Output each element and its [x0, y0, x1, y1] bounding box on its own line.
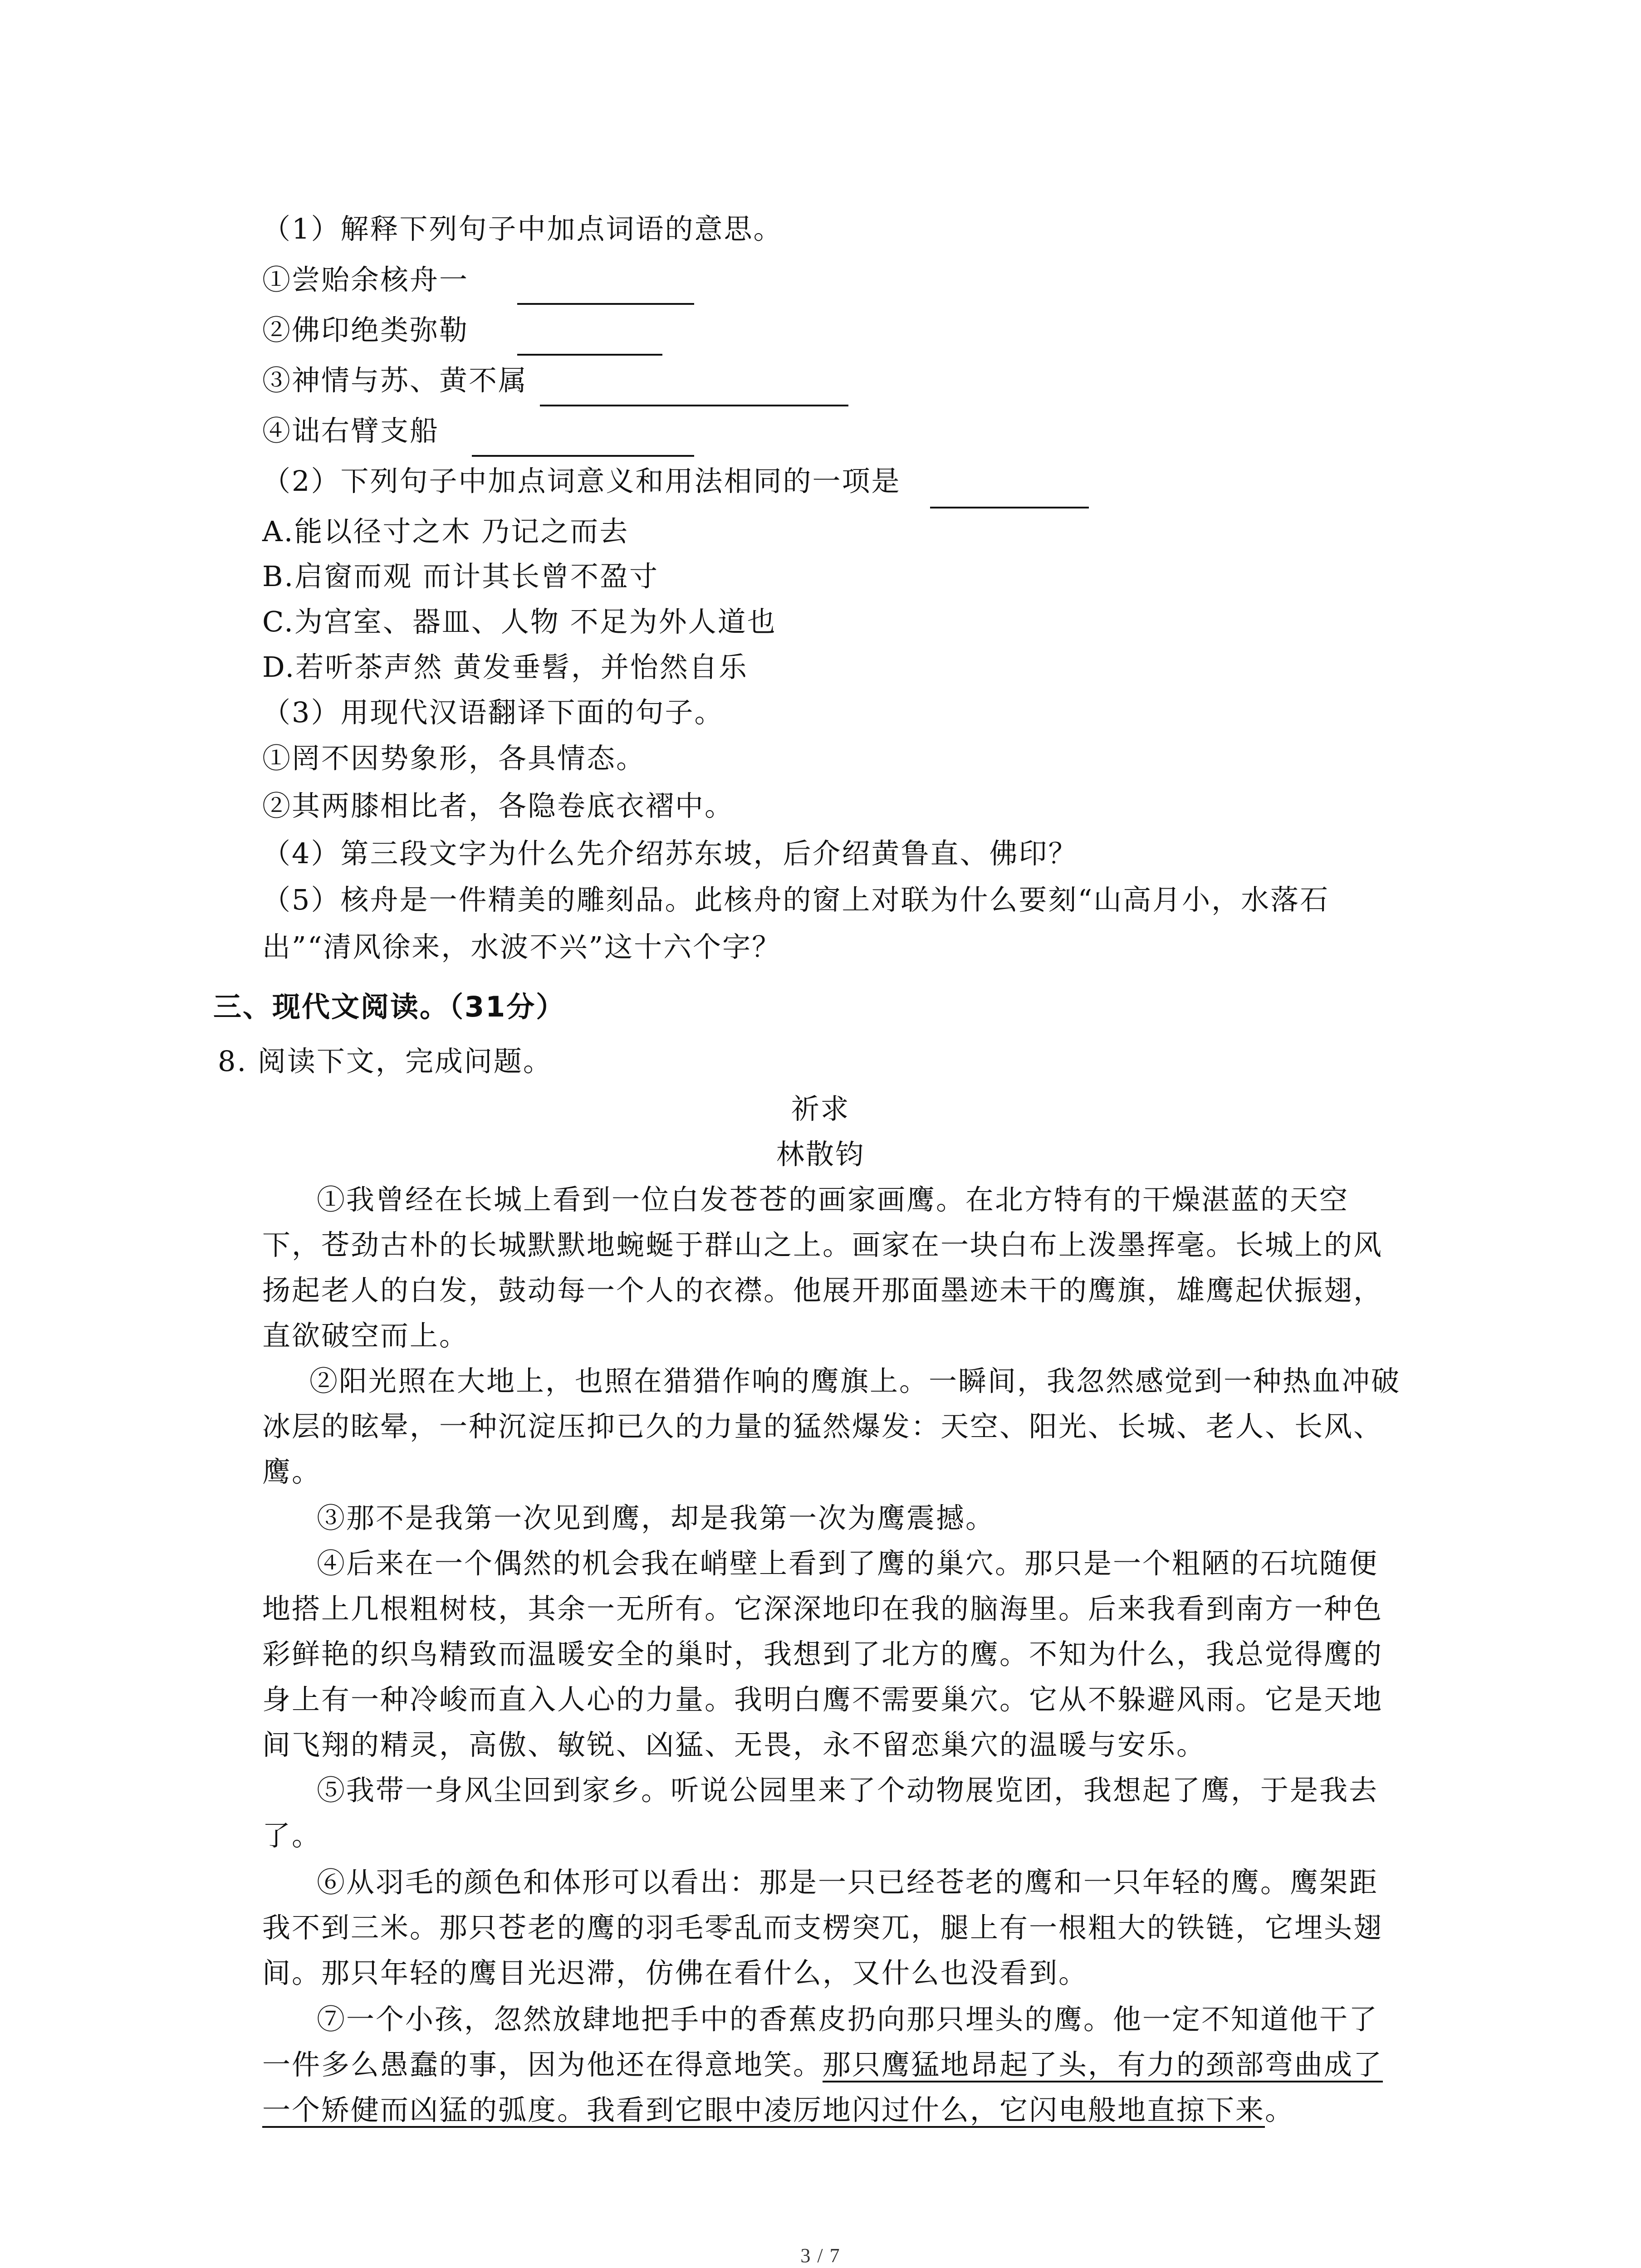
p6-line-3: 间。那只年轻的鹰目光迟滞，仿佛在看什么，又什么也没看到。 [262, 1956, 1088, 1989]
q2-stem: （2）下列句子中加点词意义和用法相同的一项是 [262, 464, 901, 498]
answer-blank-4[interactable] [472, 455, 694, 457]
answer-blank-3[interactable] [540, 405, 848, 406]
q5-line-2: 出”“清风徐来，水波不兴”这十六个字？ [262, 930, 782, 963]
q3-item-2: ②其两膝相比者，各隐卷底衣褶中。 [262, 789, 735, 822]
passage-title: 祈求 [791, 1092, 850, 1125]
p5-line-2: 了。 [262, 1819, 322, 1852]
q2-option-c: C.为宫室、器皿、人物 不足为外人道也 [262, 605, 777, 638]
q1-item-2: ②佛印绝类弥勒 [262, 313, 469, 347]
page-number: 3 / 7 [800, 2244, 841, 2267]
p4-line-2: 地搭上几根粗树枝，其余一无所有。它深深地印在我的脑海里。后来我看到南方一种色 [262, 1592, 1383, 1625]
q3-item-1: ①罔不因势象形，各具情态。 [262, 742, 646, 775]
p3-line-1: ③那不是我第一次见到鹰，却是我第一次为鹰震撼。 [317, 1501, 995, 1535]
answer-blank-2[interactable] [517, 354, 662, 356]
p1-line-4: 直欲破空而上。 [262, 1319, 469, 1352]
answer-blank-1[interactable] [517, 303, 694, 305]
q5-line-1: （5）核舟是一件精美的雕刻品。此核舟的窗上对联为什么要刻“山高月小，水落石 [262, 883, 1330, 916]
p6-line-1: ⑥从羽毛的颜色和体形可以看出：那是一只已经苍老的鹰和一只年轻的鹰。鹰架距 [317, 1866, 1379, 1899]
answer-blank-q2[interactable] [930, 507, 1089, 508]
q8-stem: 8. 阅读下文，完成问题。 [218, 1045, 553, 1078]
p1-line-3: 扬起老人的白发，鼓动每一个人的衣襟。他展开那面墨迹未干的鹰旗，雄鹰起伏振翅， [262, 1274, 1383, 1307]
p7-underlined-sentence-part-2: 一个矫健而凶猛的弧度。我看到它眼中凌厉地闪过什么，它闪电般地直掠下来 [262, 2093, 1265, 2126]
passage-author: 林散钧 [776, 1138, 865, 1171]
q1-intro: （1）解释下列句子中加点词语的意思。 [262, 212, 783, 245]
p1-line-2: 下，苍劲古朴的长城默默地蜿蜒于群山之上。画家在一块白布上泼墨挥毫。长城上的风 [262, 1228, 1383, 1261]
q2-option-a: A.能以径寸之木 乃记之而去 [262, 515, 629, 548]
q2-option-b: B.启窗而观 而计其长曾不盈寸 [262, 560, 659, 593]
p7-line-3 [262, 2092, 1294, 2128]
p5-line-1: ⑤我带一身风尘回到家乡。听说公园里来了个动物展览团，我想起了鹰，于是我去 [317, 1774, 1379, 1807]
p7-underlined-sentence-part-1: 那只鹰猛地昂起了头，有力的颈部弯曲成了 [823, 2048, 1383, 2081]
q1-item-1: ①尝贻余核舟一 [262, 263, 469, 296]
p1-line-1: ①我曾经在长城上看到一位白发苍苍的画家画鹰。在北方特有的干燥湛蓝的天空 [317, 1183, 1349, 1216]
p7-line-2-plain: 一件多么愚蠢的事，因为他还在得意地笑。 [262, 2048, 823, 2081]
q2-option-d: D.若听茶声然 黄发垂髫，并怡然自乐 [262, 650, 748, 684]
p7-line-1: ⑦一个小孩，忽然放肆地把手中的香蕉皮扔向那只埋头的鹰。他一定不知道他干了 [317, 2003, 1379, 2036]
p4-line-4: 身上有一种冷峻而直入人心的力量。我明白鹰不需要巢穴。它从不躲避风雨。它是天地 [262, 1683, 1383, 1716]
q3-stem: （3）用现代汉语翻译下面的句子。 [262, 696, 724, 729]
p4-line-1: ④后来在一个偶然的机会我在峭壁上看到了鹰的巢穴。那只是一个粗陋的石坑随便 [317, 1547, 1379, 1580]
p2-line-1: ②阳光照在大地上，也照在猎猎作响的鹰旗上。一瞬间，我忽然感觉到一种热血冲破 [309, 1364, 1401, 1398]
q4-stem: （4）第三段文字为什么先介绍苏东坡，后介绍黄鲁直、佛印？ [262, 837, 1078, 870]
p7-line-2 [262, 2047, 1383, 2083]
p2-line-3: 鹰。 [262, 1455, 322, 1488]
section-heading: 三、现代文阅读。（31分） [213, 990, 566, 1023]
p7-line-3-end: 。 [1265, 2093, 1295, 2126]
p6-line-2: 我不到三米。那只苍老的鹰的羽毛零乱而支楞突兀，腿上有一根粗大的铁链，它埋头翅 [262, 1911, 1383, 1944]
p4-line-3: 彩鲜艳的织鸟精致而温暖安全的巢时，我想到了北方的鹰。不知为什么，我总觉得鹰的 [262, 1637, 1383, 1671]
q1-item-3: ③神情与苏、黄不属 [262, 364, 528, 397]
q1-item-4: ④诎右臂支船 [262, 414, 440, 447]
p2-line-2: 冰层的眩晕，一种沉淀压抑已久的力量的猛然爆发：天空、阳光、长城、老人、长风、 [262, 1410, 1383, 1443]
p4-line-5: 间飞翔的精灵，高傲、敏锐、凶猛、无畏，永不留恋巢穴的温暖与安乐。 [262, 1728, 1206, 1761]
